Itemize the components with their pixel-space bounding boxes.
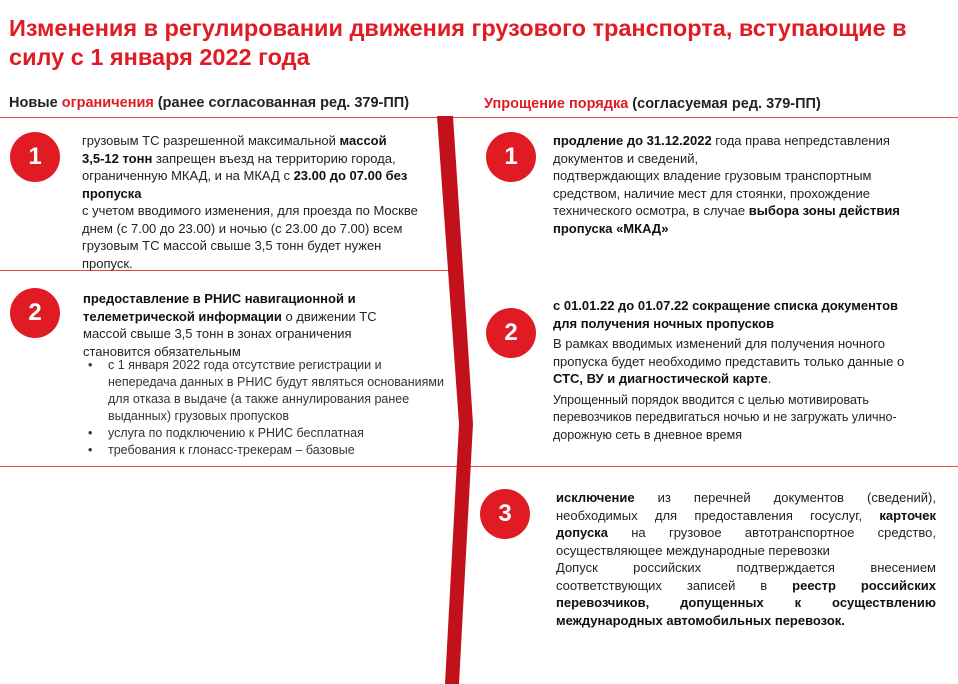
list-item: • с 1 января 2022 года отсутствие регистрации и непередача данных в РНИС будут являться основаниями для отказа в выдаче (а также аннулирования ранее выданных) грузовых пропусков	[85, 357, 447, 425]
right-item-3-text: исключение из перечней документов (сведений), необходимых для предоставления госуслуг, карточек допуска на грузовое автотранспортное средство, осуществляющее международные перевозки Допуск российских подтверждается внесением соответствующих записей в реестр российских перевозчиков, допущенных к осуществлению международных автомобильных перевозок.	[556, 490, 936, 628]
left-item-1-text: грузовым ТС разрешенной максимальной массой 3,5-12 тонн запрещен въезд на территорию города, ограниченную МКАД, и на МКАД с 23.00 до 07.00 без пропуска с учетом вводимого изменения, для проезда по Москве днем (с 7.00 до 23.00) и ночью (с 23.00 до 7.00) всем грузовым ТС массой свыше 3,5 тонн будет нужен пропуск.	[82, 133, 418, 271]
number-badge: 1	[10, 132, 60, 182]
right-header-highlight: Упрощение порядка	[484, 96, 629, 112]
number-badge: 3	[480, 489, 530, 539]
number-badge: 2	[10, 288, 60, 338]
number-badge: 1	[486, 132, 536, 182]
page-title: Изменения в регулировании движения грузового транспорта, вступающие в силу с 1 января 2022 года	[9, 15, 907, 70]
left-item-2-text: предоставление в РНИС навигационной и телеметрической информации о движении ТС массой свыше 3,5 тонн в зонах ограничения становится обязательным	[83, 291, 377, 359]
left-header-prefix: Новые	[9, 95, 62, 111]
right-item-1-text: продление до 31.12.2022 года права непредставления документов и сведений, подтверждающих владение грузовым транспортным средством, наличие мест для стоянки, прохождение технического осмотра, в случае выбора зоны действия пропуска «МКАД»	[553, 133, 900, 236]
right-header-suffix: (согласуемая ред. 379-ПП)	[628, 96, 821, 112]
list-item: • требования к глонасс-трекерам – базовые	[85, 442, 447, 459]
left-header-suffix: (ранее согласованная ред. 379-ПП)	[153, 95, 410, 111]
right-item-2-text: с 01.01.22 до 01.07.22 сокращение списка документов для получения ночных пропусков В рамках вводимых изменений для получения ночного пропуска будет необходимо представить только данные о СТС, ВУ и диагностической карте. Упрощенный порядок вводится с целью мотивировать перевозчиков передвигаться ночью и не загружать улично- дорожную сеть в дневное время	[553, 298, 905, 442]
number-badge: 2	[486, 308, 536, 358]
left-item-2-bullets	[85, 357, 447, 459]
list-item: • услуга по подключению к РНИС бесплатная	[85, 425, 447, 442]
left-header-highlight: ограничения	[61, 95, 154, 111]
